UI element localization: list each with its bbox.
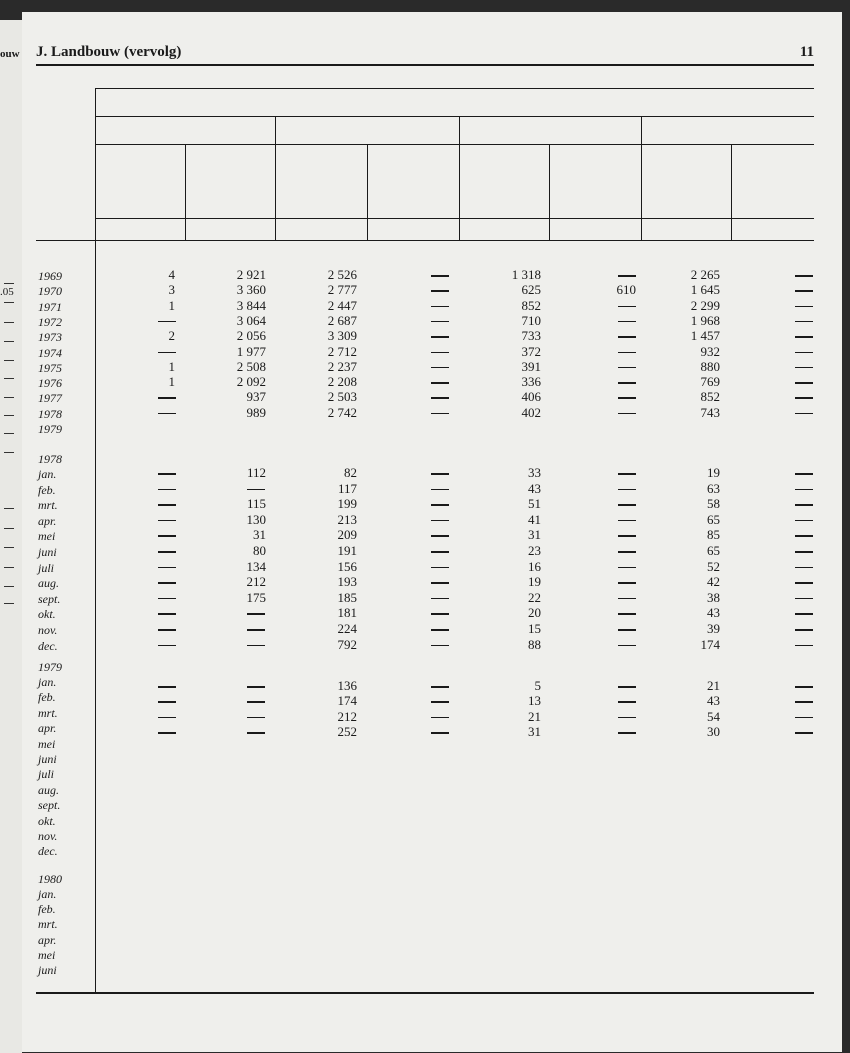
month-row-value: 22 [528, 589, 541, 605]
year-row-value: 2 503 [327, 389, 357, 405]
year-row-dash [795, 352, 813, 354]
month-label: juni [38, 752, 57, 766]
year-row-dash [795, 382, 813, 384]
year-row-value: 3 064 [236, 312, 266, 328]
month-row-dash [158, 629, 176, 631]
month-row-value: 43 [528, 480, 541, 496]
month-row-value: 82 [344, 465, 357, 480]
year-label: 1970 [38, 284, 62, 299]
month-row-value: 209 [337, 527, 357, 543]
month-row-dash [247, 717, 265, 719]
month-row-dash [158, 567, 176, 569]
year-row-value: 1 457 [690, 328, 720, 344]
year-label: 1972 [38, 314, 62, 329]
month-row-value: 212 [337, 708, 357, 724]
year-row-dash [431, 275, 449, 277]
year-row-value: 3 [168, 282, 175, 298]
year-row-value: 769 [700, 374, 720, 390]
month-row-value: 136 [337, 678, 357, 693]
month-row-dash [158, 535, 176, 537]
month-row-value: 156 [337, 558, 357, 574]
month-row-dash [795, 717, 813, 719]
year-row-dash [158, 413, 176, 415]
year-row-dash [431, 290, 449, 292]
year-row-dash [431, 336, 449, 338]
month-row-dash [618, 535, 636, 537]
year-row-value: 2 742 [327, 404, 357, 420]
month-row-dash [431, 551, 449, 553]
adjacent-page-dash [4, 283, 14, 284]
month-row-dash [431, 567, 449, 569]
year-row-dash [795, 321, 813, 323]
year-row-value: 625 [521, 282, 541, 298]
year-row-value: 1 977 [236, 343, 266, 359]
month-label: jan. [38, 887, 57, 901]
month-row-dash [247, 645, 265, 647]
month-row-dash [795, 629, 813, 631]
month-row-dash [795, 686, 813, 688]
month-label: nov. [38, 829, 58, 843]
month-row-value: 174 [700, 636, 720, 652]
month-row-value: 85 [707, 527, 720, 543]
year-row-value: 2 265 [690, 267, 720, 282]
month-row-dash [431, 520, 449, 522]
year-row-value: 2 237 [327, 358, 357, 374]
year-row-dash [158, 397, 176, 399]
month-row-value: 41 [528, 511, 541, 527]
month-row-dash [618, 567, 636, 569]
month-row-value: 193 [337, 574, 357, 590]
category-divider [641, 116, 642, 240]
month-row-value: 80 [253, 543, 266, 558]
year-row-value: 989 [246, 404, 266, 420]
month-row-dash [158, 520, 176, 522]
year-row-value: 2 508 [236, 358, 266, 374]
year-row-value: 2 712 [327, 343, 357, 359]
month-row-dash [618, 701, 636, 703]
month-row-dash [618, 613, 636, 615]
month-label: mei [38, 529, 56, 544]
header-rule-5 [36, 240, 814, 241]
month-row-dash [431, 686, 449, 688]
year-label: 1977 [38, 391, 62, 406]
month-row-dash [618, 551, 636, 553]
month-label: sept. [38, 798, 61, 813]
month-row-value: 20 [528, 605, 541, 621]
year-row-value: 1 [168, 297, 175, 313]
year-row-dash [795, 413, 813, 415]
month-row-value: 31 [528, 724, 541, 740]
year-row-dash [618, 336, 636, 338]
year-row-dash [158, 321, 176, 323]
month-row-dash [618, 598, 636, 600]
year-label: 1979 [38, 422, 62, 436]
month-row-dash [247, 732, 265, 734]
month-row-dash [618, 686, 636, 688]
year-row-value: 1 318 [511, 267, 541, 282]
year-row-dash [431, 382, 449, 384]
month-row-dash [795, 567, 813, 569]
month-row-dash [795, 520, 813, 522]
year-row-value: 1 645 [690, 282, 720, 298]
month-label: dec. [38, 638, 58, 653]
month-row-dash [795, 489, 813, 491]
page-number: 11 [799, 44, 814, 60]
year-row-value: 610 [616, 282, 636, 298]
block-year-label: 1980 [38, 872, 62, 886]
stub-rule [95, 88, 96, 992]
month-row-value: 13 [528, 693, 541, 709]
month-row-value: 792 [337, 636, 357, 652]
adjacent-page-text: ouw [0, 48, 20, 60]
month-row-dash [431, 717, 449, 719]
year-row-value: 852 [700, 389, 720, 405]
year-row-dash [618, 382, 636, 384]
month-row-dash [618, 473, 636, 475]
year-row-dash [158, 352, 176, 354]
month-label: juni [38, 963, 57, 977]
month-label: jan. [38, 467, 57, 481]
month-row-value: 63 [707, 480, 720, 496]
month-row-dash [431, 598, 449, 600]
year-row-dash [618, 352, 636, 354]
month-row-dash [431, 582, 449, 584]
year-row-value: 2 299 [690, 297, 720, 313]
year-label: 1978 [38, 406, 62, 421]
month-label: feb. [38, 690, 56, 705]
year-label: 1976 [38, 376, 62, 391]
block-year-label: 1978 [38, 452, 62, 466]
year-row-value: 406 [521, 389, 541, 405]
month-row-dash [158, 504, 176, 506]
month-row-value: 39 [707, 621, 720, 636]
year-row-value: 391 [521, 358, 541, 374]
adjacent-page-dash [4, 322, 14, 323]
year-row-value: 2 921 [236, 267, 266, 282]
month-row-dash [618, 629, 636, 631]
adjacent-page-dash [4, 397, 14, 398]
year-row-value: 2 526 [327, 267, 357, 282]
month-row-value: 38 [707, 589, 720, 605]
adjacent-page-dash [4, 567, 14, 568]
year-row-dash [618, 413, 636, 415]
adjacent-page-dash [4, 547, 14, 548]
year-row-dash [795, 275, 813, 277]
year-row-value: 3 309 [327, 328, 357, 344]
month-row-value: 30 [707, 724, 720, 740]
month-row-value: 43 [707, 693, 720, 709]
month-label: okt. [38, 813, 56, 828]
month-row-value: 199 [337, 496, 357, 512]
year-row-dash [618, 321, 636, 323]
adjacent-page-strip [0, 20, 22, 1053]
adjacent-page-dash [4, 528, 14, 529]
year-row-dash [618, 306, 636, 308]
subcolumn-divider [731, 144, 732, 240]
month-row-value: 65 [707, 543, 720, 558]
year-row-value: 1 [168, 358, 175, 374]
month-label: dec. [38, 844, 58, 859]
month-row-dash [247, 629, 265, 631]
month-row-value: 42 [707, 574, 720, 590]
month-label: mei [38, 736, 56, 751]
month-label: jan. [38, 675, 57, 689]
month-row-value: 224 [337, 621, 357, 636]
month-label: juli [38, 767, 55, 782]
month-row-value: 21 [528, 708, 541, 724]
header-rule-1 [96, 88, 814, 89]
year-row-dash [618, 275, 636, 277]
year-row-dash [795, 336, 813, 338]
year-row-value: 2 777 [327, 282, 357, 298]
header-rule-3 [96, 144, 814, 145]
month-label: aug. [38, 576, 59, 591]
month-label: feb. [38, 902, 56, 917]
month-row-dash [431, 645, 449, 647]
month-row-dash [618, 520, 636, 522]
month-row-value: 51 [528, 496, 541, 512]
month-row-value: 181 [337, 605, 357, 621]
year-row-value: 743 [700, 404, 720, 420]
month-label: apr. [38, 932, 57, 947]
subcolumn-divider [549, 144, 550, 240]
adjacent-page-dash [4, 452, 14, 453]
month-row-dash [158, 701, 176, 703]
year-row-value: 852 [521, 297, 541, 313]
month-row-value: 212 [246, 574, 266, 590]
month-row-value: 185 [337, 589, 357, 605]
month-row-value: 191 [337, 543, 357, 558]
month-label: mrt. [38, 917, 58, 932]
subcolumn-divider [185, 144, 186, 240]
month-row-value: 52 [707, 558, 720, 574]
section-title: J. Landbouw (vervolg) [36, 44, 182, 60]
year-row-value: 402 [521, 404, 541, 420]
year-row-value: 3 844 [236, 297, 266, 313]
month-row-value: 5 [534, 678, 541, 693]
year-row-value: 3 360 [236, 282, 266, 298]
adjacent-page-dash [4, 508, 14, 509]
month-row-value: 31 [253, 527, 266, 543]
adjacent-page-dash [4, 302, 14, 303]
month-label: juni [38, 545, 57, 559]
year-row-value: 4 [168, 267, 175, 282]
month-row-dash [158, 645, 176, 647]
subcolumn-divider [367, 144, 368, 240]
month-row-value: 88 [528, 636, 541, 652]
year-row-dash [618, 367, 636, 369]
year-row-value: 932 [700, 343, 720, 359]
month-row-dash [618, 645, 636, 647]
month-row-value: 65 [707, 511, 720, 527]
month-label: mrt. [38, 705, 58, 720]
month-row-value: 54 [707, 708, 720, 724]
month-row-dash [618, 582, 636, 584]
month-row-value: 213 [337, 511, 357, 527]
month-row-value: 252 [337, 724, 357, 740]
adjacent-page-dash [4, 603, 14, 604]
month-row-dash [431, 489, 449, 491]
adjacent-page-text-2: .05 [0, 286, 14, 298]
month-row-dash [618, 489, 636, 491]
year-row-value: 733 [521, 328, 541, 344]
year-row-value: 2 [168, 328, 175, 344]
year-row-dash [795, 306, 813, 308]
year-label: 1971 [38, 299, 62, 314]
month-row-dash [795, 582, 813, 584]
month-row-value: 16 [528, 558, 541, 574]
month-label: apr. [38, 721, 57, 736]
month-row-dash [795, 613, 813, 615]
month-label: sept. [38, 591, 61, 606]
header-rule-2 [96, 116, 814, 117]
year-label: 1969 [38, 269, 62, 283]
year-label: 1974 [38, 345, 62, 360]
month-label: feb. [38, 482, 56, 497]
year-row-dash [618, 397, 636, 399]
month-row-dash [247, 686, 265, 688]
year-row-value: 1 968 [690, 312, 720, 328]
month-row-dash [795, 535, 813, 537]
year-row-value: 2 447 [327, 297, 357, 313]
year-row-value: 1 [168, 374, 175, 390]
year-row-dash [431, 352, 449, 354]
month-row-value: 134 [246, 558, 266, 574]
month-row-value: 117 [337, 480, 357, 496]
month-row-dash [795, 551, 813, 553]
month-row-value: 115 [246, 496, 266, 512]
year-row-dash [431, 306, 449, 308]
month-row-dash [431, 535, 449, 537]
header-rule-4 [96, 218, 814, 219]
adjacent-page-dash [4, 360, 14, 361]
month-label: apr. [38, 513, 57, 528]
month-row-dash [158, 613, 176, 615]
year-row-value: 2 092 [236, 374, 266, 390]
month-row-dash [158, 598, 176, 600]
adjacent-page-dash [4, 378, 14, 379]
year-row-value: 372 [521, 343, 541, 359]
month-row-value: 112 [246, 465, 266, 480]
month-row-dash [431, 473, 449, 475]
month-row-dash [247, 701, 265, 703]
month-row-dash [247, 613, 265, 615]
month-row-dash [795, 473, 813, 475]
adjacent-page-dash [4, 341, 14, 342]
month-label: mrt. [38, 498, 58, 513]
month-row-dash [618, 732, 636, 734]
month-row-dash [158, 489, 176, 491]
month-label: mei [38, 947, 56, 962]
year-row-dash [431, 397, 449, 399]
month-row-dash [795, 645, 813, 647]
month-row-dash [618, 504, 636, 506]
year-label: 1975 [38, 360, 62, 375]
month-label: juli [38, 560, 55, 575]
year-row-dash [431, 321, 449, 323]
year-row-dash [795, 397, 813, 399]
month-row-value: 19 [528, 574, 541, 590]
year-row-dash [431, 413, 449, 415]
month-row-dash [795, 598, 813, 600]
month-row-value: 43 [707, 605, 720, 621]
month-label: aug. [38, 782, 59, 797]
adjacent-page-dash [4, 433, 14, 434]
month-label: nov. [38, 623, 58, 637]
month-row-dash [158, 582, 176, 584]
month-row-dash [431, 732, 449, 734]
month-row-value: 130 [246, 511, 266, 527]
month-row-dash [158, 717, 176, 719]
month-row-value: 21 [707, 678, 720, 693]
month-row-dash [431, 613, 449, 615]
month-row-value: 175 [246, 589, 266, 605]
year-row-value: 336 [521, 374, 541, 390]
month-row-dash [431, 629, 449, 631]
month-row-value: 19 [707, 465, 720, 480]
category-divider [459, 116, 460, 240]
year-row-value: 880 [700, 358, 720, 374]
month-row-dash [795, 732, 813, 734]
month-row-value: 33 [528, 465, 541, 480]
month-row-dash [431, 504, 449, 506]
year-row-dash [431, 367, 449, 369]
bottom-rule [36, 992, 814, 994]
adjacent-page-dash [4, 415, 14, 416]
month-label: okt. [38, 607, 56, 622]
month-row-value: 58 [707, 496, 720, 512]
adjacent-page-dash [4, 586, 14, 587]
block-year-label: 1979 [38, 660, 62, 674]
month-row-value: 174 [337, 693, 357, 709]
month-row-dash [158, 686, 176, 688]
year-row-dash [795, 367, 813, 369]
month-row-dash [158, 473, 176, 475]
month-row-value: 15 [528, 621, 541, 636]
month-row-dash [795, 701, 813, 703]
month-row-value: 23 [528, 543, 541, 558]
year-row-value: 710 [521, 312, 541, 328]
month-row-dash [795, 504, 813, 506]
category-divider [275, 116, 276, 240]
year-row-value: 2 208 [327, 374, 357, 390]
year-row-value: 937 [246, 389, 266, 405]
year-row-value: 2 056 [236, 328, 266, 344]
month-row-dash [158, 732, 176, 734]
year-row-dash [795, 290, 813, 292]
year-row-value: 2 687 [327, 312, 357, 328]
month-row-dash [247, 489, 265, 491]
top-rule [36, 64, 814, 66]
month-row-dash [618, 717, 636, 719]
month-row-dash [158, 551, 176, 553]
month-row-value: 31 [528, 527, 541, 543]
year-label: 1973 [38, 330, 62, 345]
month-row-dash [431, 701, 449, 703]
